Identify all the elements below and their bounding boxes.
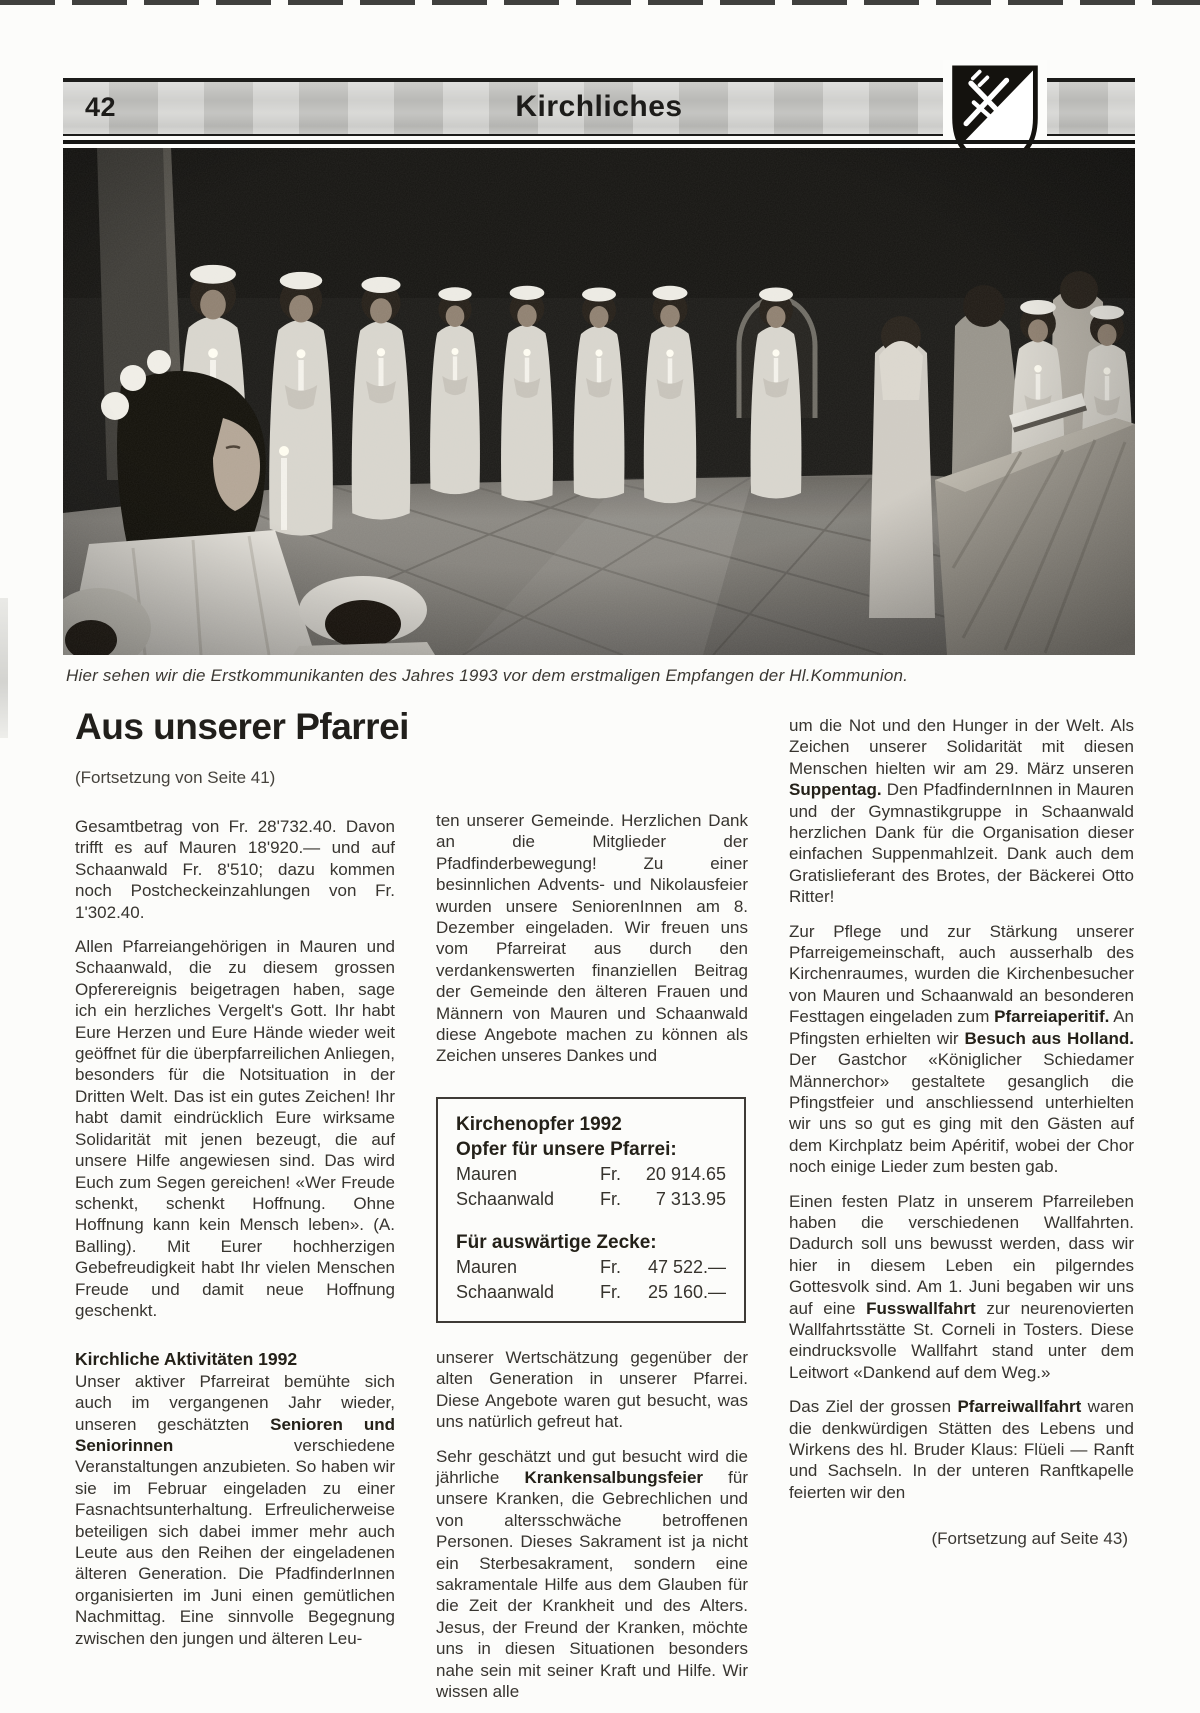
offer-row-amount: 25 160.—: [647, 1281, 726, 1302]
paragraph: Unser aktiver Pfarreirat bemühte sich auch im vergangenen Jahr wieder, unseren geschätzten Senioren und Seniorinnen verschiedene Veranstaltungen anzubieten. So haben wir sie im Februar eingeladen zu einer Fasnachtsunterhaltung. Erfreulicherweise beteiligen sich dabei immer mehr auch Leute aus den Reihen der eingeladenen älteren Generation. Die PfadfinderInnen organisierten im Juni einen gemütlichen Nachmittag. Eine sinnvolle Begegnung zwischen den jungen und älteren Leu-: [75, 1371, 395, 1648]
paragraph: ten unserer Gemeinde. Herzlichen Dank an die Mitglieder der Pfadfinderbewegung! Zu einer besinnlichen Advents- und Nikolausfeier wurden unsere SeniorenInnen am 8. Dezember eingeladen. Wir freuen uns vom Pfarreirat aus durch den verdankenswerten finanziellen Beitrag der Gemeinde den älteren Frauen und Männern von Mauren und Schaanwald diese Angebote machen zu können als Zeichen unseres Dankes und: [436, 811, 748, 1066]
paragraph: Zur Pflege und zur Stärkung unserer Pfarreigemeinschaft, auch ausserhalb des Kirchenraumes, wurden die Kirchenbesucher von Mauren und Schaanwald an besonderen Festtagen eingeladen zum Pfarreiaperitif. An Pfingsten erhielten wir Besuch aus Holland. Der Gastchor «Königlicher Schiedamer Männerchor» gestaltete gesanglich die Pfingstfeier und anschliessend unterhielten wir uns so gut es ging mit den Gästen auf dem Kirchplatz beim Apéritif, wobei der Chor noch einige Lieder zum besten gab.: [789, 921, 1134, 1177]
offer-row-amount: 20 914.65: [645, 1163, 726, 1184]
communion-photo: [63, 148, 1135, 655]
offer-row-currency: Fr.: [600, 1163, 621, 1184]
page-number: 42: [85, 92, 117, 122]
scan-artifact-left: [0, 598, 8, 738]
offer-row-amount: 7 313.95: [655, 1188, 726, 1209]
offer-section-heading: Opfer für unsere Pfarrei:: [456, 1138, 677, 1160]
subheading-kirchliche-aktivitaeten: Kirchliche Aktivitäten 1992: [75, 1349, 298, 1370]
offer-row-label: Mauren: [456, 1163, 518, 1184]
section-title: Kirchliches: [515, 90, 683, 123]
paragraph: um die Not und den Hunger in der Welt. Als Zeichen unserer Solidarität mit diesen Menschen hielten wir am 29. März unseren Suppentag. Den PfadfindernInnen in Mauren und der Gymnastikgruppe in Schaanwald herzlichen Dank für die Organisation dieser einfachen Suppenmahlzeit. Dank auch dem Gratislieferant des Brotes, der Bäckerei Otto Ritter!: [789, 716, 1134, 907]
offer-row: [456, 1280, 726, 1305]
page-header: [63, 78, 1135, 136]
continuation-from-note: (Fortsetzung von Seite 41): [75, 768, 276, 787]
article-column-2: [436, 706, 748, 1702]
paragraph: Gesamtbetrag von Fr. 28'732.40. Davon trifft es auf Mauren 18'920.— und auf Schaanwald Fr. 8'510; dazu kommen noch Postcheckeinzahlungen von Fr. 1'302.40.: [75, 817, 395, 922]
paragraph: unserer Wertschätzung gegenüber der alten Generation in unserer Pfarrei. Diese Angebote waren gut besucht, was uns natürlich gefreut hat.: [436, 1347, 748, 1432]
photo-caption: Hier sehen wir die Erstkommunikanten des Jahres 1993 vor dem erstmaligen Empfangen der Hl.Kommunion.: [66, 666, 909, 685]
offer-row-currency: Fr.: [600, 1256, 621, 1277]
article-column-3: [789, 706, 1134, 1702]
offer-box-title: Kirchenopfer 1992: [456, 1113, 622, 1135]
kirchenopfer-box: [436, 1097, 746, 1323]
offer-row: [456, 1162, 726, 1187]
offer-row: [456, 1187, 726, 1212]
scan-artifact-top: [0, 0, 1200, 5]
offer-row-amount: 47 522.—: [647, 1256, 726, 1277]
paragraph: Einen festen Platz in unserem Pfarreileben haben die verschiedenen Wallfahrten. Dadurch soll uns bewusst werden, dass wir hier in diesem Leben ein pilgerndes Gottesvolk sind. Am 1. Juni begaben wir uns auf eine Fusswallfahrt zur neurenovierten Wallfahrtsstätte St. Corneli in Tosters. Diese eindrucksvolle Wallfahrt stand unter dem Leitwort «Dankend auf dem Weg.»: [789, 1191, 1134, 1382]
paragraph: Das Ziel der grossen Pfarreiwallfahrt waren die denkwürdigen Stätten des Lebens und Wirkens des hl. Bruder Klaus: Flüeli — Ranft und Sachseln. In der unteren Ranftkapelle feierten wir den: [789, 1397, 1134, 1502]
offer-row-label: Mauren: [456, 1256, 518, 1277]
article: [75, 706, 1135, 1702]
paragraph: Allen Pfarreiangehörigen in Mauren und Schaanwald, die zu diesem grossen Opferereignis beigetragen haben, sage ich ein herzliches Vergelt's Gott. Ihr habt Eure Herzen und Eure Hände wieder weit geöffnet für die überpfarreilichen Anliegen, besonders für die Notsituation in der Dritten Welt. Das ist ein gutes Zeichen! Ihr habt damit eindrücklich Eure wirksame Solidarität mit jenen bezeugt, die auf unsere Hilfe angewiesen sind. Das wird Euch zum Segen gereichen! «Wer Freude schenkt, schenkt Hoffnung. Ohne Hoffnung kann kein Mensch leben». (A. Balling). Mit Eurer hochherzigen Gebefreudigkeit habt Ihr vielen Menschen Freude und damit neue Hoffnung geschenkt.: [75, 937, 395, 1320]
offer-row-label: Schaanwald: [456, 1281, 555, 1302]
paragraph: Sehr geschätzt und gut besucht wird die jährliche Krankensalbungsfeier für unsere Kranken, die Gebrechlichen und von altersschwäche betroffenen Personen. Dieses Sakrament ist ja nicht ein Sterbesakrament, sondern eine sakramentale Hilfe aus dem Glauben für die Zeit der Krankheit und des Alters. Jesus, der Freund der Kranken, möchte uns in diesen Situationen besonders nahe sein mit seiner Kraft und Hilfe. Wir wissen alle: [436, 1446, 748, 1701]
article-title: Aus unserer Pfarrei: [75, 706, 409, 747]
offer-row-currency: Fr.: [600, 1188, 621, 1209]
offer-row-currency: Fr.: [600, 1281, 621, 1302]
offer-row-label: Schaanwald: [456, 1188, 555, 1209]
offer-section-heading: Für auswärtige Zecke:: [456, 1231, 657, 1253]
continuation-to-note: (Fortsetzung auf Seite 43): [931, 1529, 1128, 1549]
article-column-1: [75, 706, 409, 1702]
offer-row: [456, 1255, 726, 1280]
